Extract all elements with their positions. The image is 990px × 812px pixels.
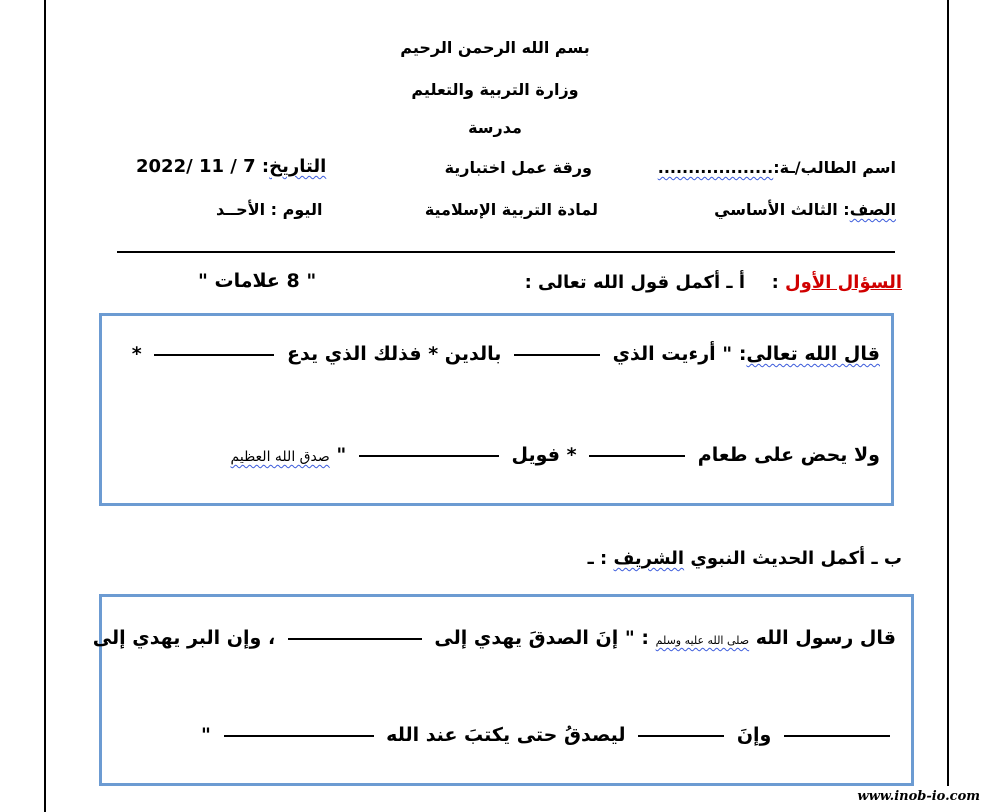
question-1b-heading — [588, 548, 902, 569]
blank-7[interactable] — [638, 735, 724, 737]
quran-line-2-end: صدق الله العظيم — [230, 449, 330, 465]
quran-line-1-b: بالدين * فذلك الذي يدع — [286, 343, 502, 365]
page-border-left — [44, 0, 46, 812]
quran-line-1-colon: : — [738, 343, 747, 365]
blank-8[interactable] — [224, 735, 374, 737]
quran-line-2-b: * فويل — [511, 444, 577, 466]
date-label: التاريخ — [269, 156, 327, 177]
quran-line-1 — [132, 343, 880, 365]
student-name-label: اسم الطالب/ـة: — [773, 158, 896, 177]
blank-1[interactable] — [514, 354, 600, 356]
class-value: : الثالث الأساسي — [714, 200, 850, 219]
school-name: مدرسة — [468, 118, 522, 137]
day-field: اليوم : الأحــد — [216, 200, 323, 219]
question-1b-prefix: ب ـ أكمل الحديث النبوي — [690, 548, 902, 569]
question-1-marks: " 8 علامات " — [198, 270, 317, 292]
hadith-line-1-a: قال رسول الله — [755, 627, 896, 649]
subject-name: لمادة التربية الإسلامية — [424, 200, 598, 219]
quran-line-1-end: * — [131, 343, 142, 365]
question-1b-word: الشريف — [613, 548, 685, 569]
question-1-part-a: أ ـ أكمل قول الله تعالى : — [524, 272, 745, 293]
hadith-line-1-c: ، وإن البر يهدي إلى — [92, 627, 276, 649]
blank-4[interactable] — [359, 455, 499, 457]
hadith-line-1-b: : " إنَ الصدقَ يهدي إلى — [434, 627, 649, 649]
quran-line-1-prefix: قال الله تعالى — [746, 343, 880, 365]
date-field — [136, 156, 326, 177]
hadith-pbuh: صلى الله عليه وسلم — [655, 634, 750, 647]
question-1b-suffix: : ـ — [587, 548, 614, 569]
question-1-heading — [525, 272, 902, 293]
blank-5[interactable] — [288, 638, 422, 640]
blank-3[interactable] — [589, 455, 685, 457]
page-border-right — [947, 0, 949, 790]
question-1-colon: : — [771, 272, 786, 293]
quran-line-2-a: ولا يحض على طعام — [697, 444, 880, 466]
student-name-dots: ................... — [657, 158, 774, 177]
class-field — [714, 200, 896, 219]
quran-line-2 — [231, 444, 880, 466]
class-label: الصف — [849, 200, 896, 219]
date-value: : 7 / 11 /2022 — [136, 156, 270, 177]
quran-line-2-c: " — [336, 444, 347, 466]
basmala: بسم الله الرحمن الرحيم — [400, 38, 590, 57]
question-1-label: السؤال الأول — [785, 272, 902, 293]
hadith-line-2-end: " — [201, 724, 211, 746]
hadith-completion-box — [99, 594, 914, 786]
hadith-line-1 — [93, 627, 896, 649]
website-watermark: www.inob-io.com — [820, 786, 980, 811]
hadith-line-2-b: ليصدقُ حتى يكتبَ عند الله — [386, 724, 626, 746]
quran-completion-box — [99, 313, 894, 506]
hadith-line-2 — [201, 724, 896, 746]
blank-6[interactable] — [784, 735, 890, 737]
ministry-name: وزارة التربية والتعليم — [411, 80, 579, 99]
hadith-line-2-a: وإنَ — [736, 724, 772, 746]
header-divider — [117, 251, 895, 253]
blank-2[interactable] — [154, 354, 274, 356]
worksheet-title: ورقة عمل اختبارية — [444, 158, 592, 177]
student-name-field — [658, 158, 896, 177]
quran-line-1-a: " أرءيت الذي — [612, 343, 733, 365]
